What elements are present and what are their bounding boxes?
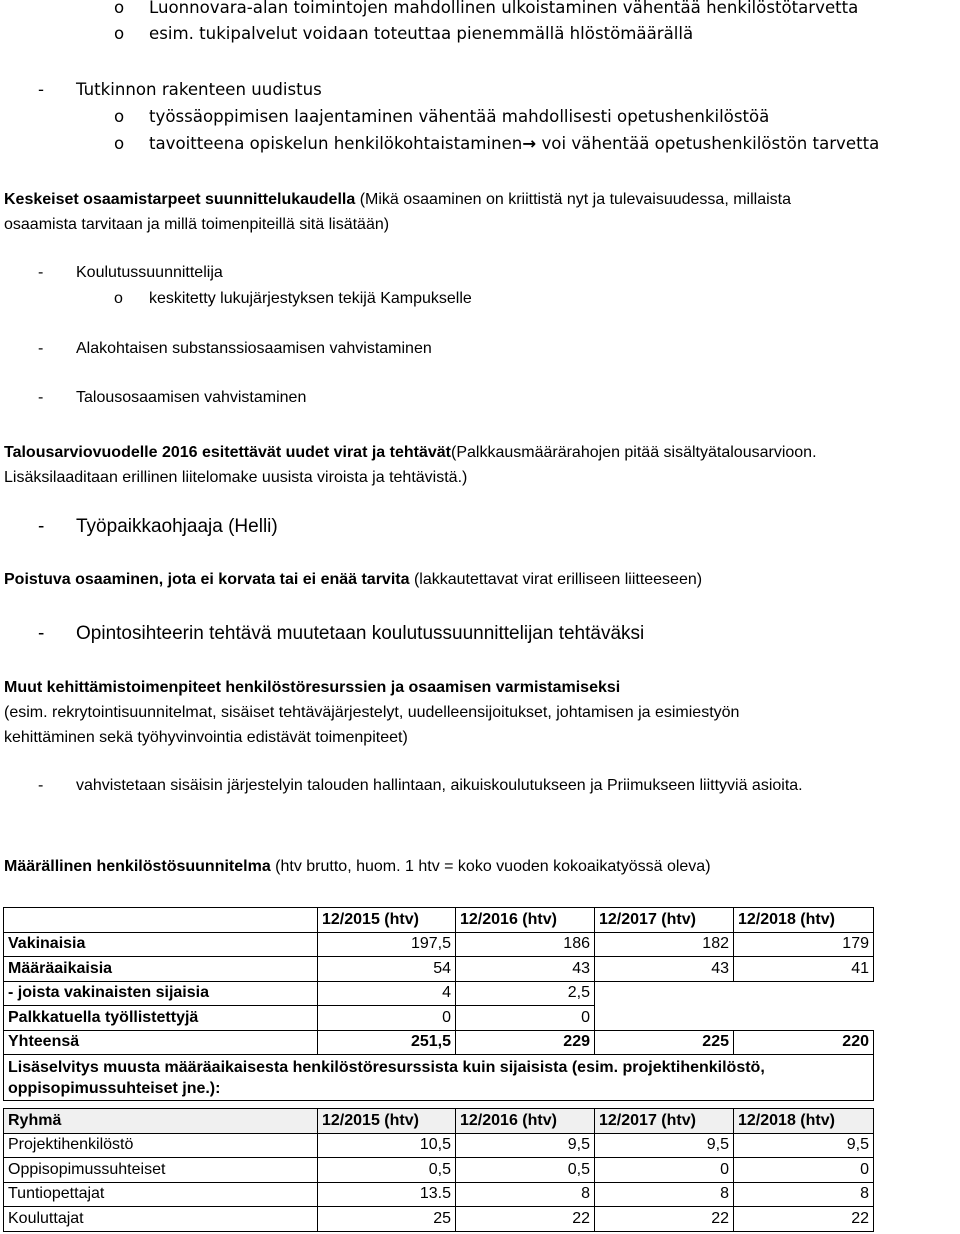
table-header-row [4,908,874,933]
table-cell: 13.5 [318,1182,456,1207]
heading-bold: Muut kehittämistoimenpiteet henkilöstöresurssien ja osaamisen varmistamiseksi [4,679,621,696]
row-label: Palkkatuella työllistettyjä [4,1006,318,1031]
table-cell: 8 [595,1182,734,1207]
dash-marker: - [38,264,44,281]
table-cell: 182 [595,932,734,957]
table-cell-empty [734,981,874,1006]
dash-text: Talousosaamisen vahvistaminen [76,389,307,406]
row-label: Vakinaisia [4,932,318,957]
row-label: Projektihenkilöstö [4,1133,318,1158]
table-cell: 0,5 [456,1158,595,1183]
table-row [4,1006,874,1031]
table-header-cell: 12/2017 (htv) [595,1109,734,1134]
dash-marker: - [38,389,44,406]
heading-note: (Mikä osaaminen on kriittistä nyt ja tulevaisuudessa, millaista [355,191,791,208]
table-cell: 9,5 [456,1133,595,1158]
staff-plan-table [3,907,874,1101]
bullet-marker: o [114,107,125,126]
temporary-staff-table [3,1108,874,1232]
heading-note: (htv brutto, huom. 1 htv = koko vuoden kokoaikatyössä oleva) [270,858,711,875]
row-label: Kouluttajat [4,1207,318,1232]
table-header-row [4,1109,874,1134]
table-header-cell [4,908,318,933]
heading-bold: Poistuva osaaminen, jota ei korvata tai ei enää tarvita [4,571,410,588]
table-cell: 43 [456,957,595,982]
table-header-cell: 12/2015 (htv) [318,908,456,933]
row-label: Oppisopimussuhteiset [4,1158,318,1183]
arrow-icon: → [522,134,537,153]
bullet-marker: o [114,24,125,43]
table-row [4,1158,874,1183]
table-cell: 179 [734,932,874,957]
heading-bold: Talousarviovuodelle 2016 esitettävät uudet virat ja tehtävät [4,444,451,461]
table-cell: 229 [456,1030,595,1055]
dash-marker: - [38,516,45,537]
dash-marker: - [38,623,45,644]
table-row [4,981,874,1006]
bullet-text: työssäoppimisen laajentaminen vähentää mahdollisesti opetushenkilöstöä [149,107,770,126]
table-cell: 54 [318,957,456,982]
bullet-marker: o [114,290,123,307]
table-cell: 4 [318,981,456,1006]
bullet-text: Luonnovara-alan toimintojen mahdollinen ulkoistaminen vähentää henkilöstötarvetta [149,0,859,17]
section-heading-discontinued [4,571,702,589]
section-heading-competence [4,191,791,209]
section-heading-staff-plan [4,858,711,876]
table-cell: 197,5 [318,932,456,957]
paragraph-line: osaamista tarvitaan ja millä toimenpiteillä sitä lisätään) [4,216,390,233]
table-cell: 251,5 [318,1030,456,1055]
table-row [4,1182,874,1207]
table-header-cell: Ryhmä [4,1109,318,1134]
bullet-text: esim. tukipalvelut voidaan toteuttaa pienemmällä hlöstömäärällä [149,24,694,43]
table-cell: 22 [734,1207,874,1232]
table-cell: 186 [456,932,595,957]
table-cell: 0 [318,1006,456,1031]
table-cell: 22 [595,1207,734,1232]
table-cell: 8 [734,1182,874,1207]
dash-text: Tutkinnon rakenteen uudistus [76,80,322,99]
heading-bold: Keskeiset osaamistarpeet suunnittelukaudella [4,191,356,208]
table-cell: 225 [595,1030,734,1055]
table-cell: 9,5 [734,1133,874,1158]
bullet-marker: o [114,0,125,17]
table-header-cell: 12/2018 (htv) [734,908,874,933]
table-total-row [4,1030,874,1055]
table-note: Lisäselvitys muusta määräaikaisesta henkilöstöresurssista kuin sijaisista (esim. projektihenkilöstö, oppisopimussuhteiset jne.): [4,1055,874,1101]
heading-note: (Palkkausmäärärahojen pitää sisältyätalousarvioon. [450,444,817,461]
paragraph-line: kehittäminen sekä työhyvinvointia edistävät toimenpiteet) [4,729,408,746]
table-row [4,1207,874,1232]
table-cell: 0 [456,1006,595,1031]
row-label: - joista vakinaisten sijaisia [4,981,318,1006]
table-header-cell: 12/2015 (htv) [318,1109,456,1134]
table-header-cell: 12/2016 (htv) [456,908,595,933]
table-cell: 10,5 [318,1133,456,1158]
table-row [4,957,874,982]
table-cell: 0 [734,1158,874,1183]
row-label: Määräaikaisia [4,957,318,982]
table-cell: 22 [456,1207,595,1232]
dash-text: vahvistetaan sisäisin järjestelyin talouden hallintaan, aikuiskoulutukseen ja Priimukseen liittyviä asioita. [76,777,803,794]
row-label: Yhteensä [4,1030,318,1055]
table-cell: 25 [318,1207,456,1232]
table-cell-empty [595,981,734,1006]
row-label: Tuntiopettajat [4,1182,318,1207]
table-cell: 41 [734,957,874,982]
bullet-text: keskitetty lukujärjestyksen tekijä Kampukselle [149,290,472,307]
table-row [4,1133,874,1158]
table-cell: 0 [595,1158,734,1183]
heading-bold: Määrällinen henkilöstösuunnitelma [4,858,271,875]
bullet-marker: o [114,134,125,153]
bullet-text [149,134,879,153]
table-note-row [4,1055,874,1101]
bullet-text-part: tavoitteena opiskelun henkilökohtaistaminen [149,134,523,153]
table-cell: 43 [595,957,734,982]
dash-text: Opintosihteerin tehtävä muutetaan koulutussuunnittelijan tehtäväksi [76,623,645,644]
dash-text: Työpaikkaohjaaja (Helli) [76,516,278,537]
heading-note: (lakkautettavat virat erilliseen liitteeseen) [409,571,703,588]
table-cell: 0,5 [318,1158,456,1183]
table-header-cell: 12/2016 (htv) [456,1109,595,1134]
dash-marker: - [38,80,44,99]
table-cell: 8 [456,1182,595,1207]
table-cell: 220 [734,1030,874,1055]
table-cell: 2,5 [456,981,595,1006]
dash-marker: - [38,777,44,794]
dash-text: Alakohtaisen substanssiosaamisen vahvistaminen [76,340,432,357]
section-heading-development [4,679,620,697]
dash-marker: - [38,340,44,357]
paragraph-line: Lisäksilaaditaan erillinen liitelomake uusista viroista ja tehtävistä.) [4,469,468,486]
dash-text: Koulutussuunnittelija [76,264,223,281]
table-cell: 9,5 [595,1133,734,1158]
table-row [4,932,874,957]
table-header-cell: 12/2018 (htv) [734,1109,874,1134]
paragraph-line: (esim. rekrytointisuunnitelmat, sisäiset tehtäväjärjestelyt, uudelleensijoitukset, johtamisen ja esimiestyön [4,704,740,721]
table-header-cell: 12/2017 (htv) [595,908,734,933]
table-cell-empty [595,1006,734,1031]
bullet-text-part: voi vähentää opetushenkilöstön tarvetta [541,134,880,153]
table-cell-empty [734,1006,874,1031]
section-heading-new-posts [4,444,817,462]
